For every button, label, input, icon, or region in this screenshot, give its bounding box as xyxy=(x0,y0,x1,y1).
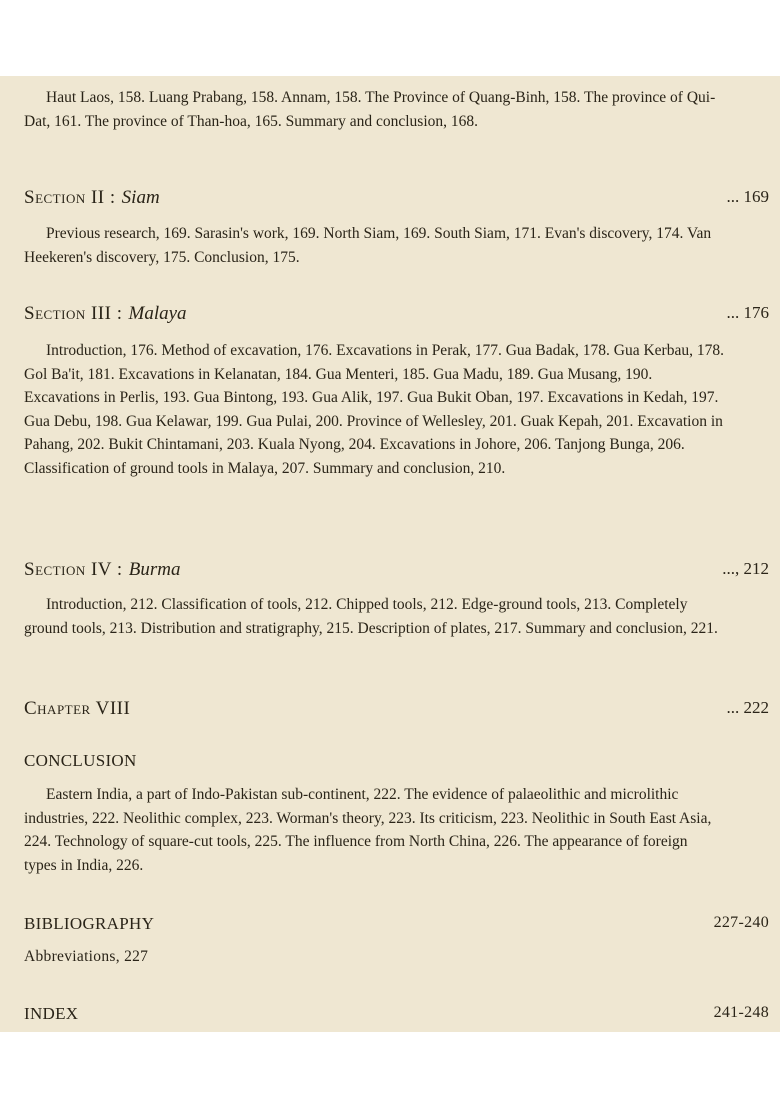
chapter-8-text: Eastern India, a part of Indo-Pakistan sub-continent, 222. The evidence of palaeolithic and microlithic industries, 222. Neolithic complex, 223. Worman's theory, 223. Its criticism, 223. Neolithic in South East Asia, 224. Technology of square-cut tools, 225. The influence from North China, 226. The appearance of foreign types in India, 226. xyxy=(24,786,712,874)
bibliography-heading xyxy=(24,914,769,934)
section-2-page: ... 169 xyxy=(726,187,769,206)
chapter-8-label: Chapter VIII xyxy=(24,698,131,719)
conclusion-subtitle: CONCLUSION xyxy=(24,751,137,770)
intro-paragraph: Haut Laos, 158. Luang Prabang, 158. Annam, 158. The Province of Quang-Binh, 158. The province of Qui-Dat, 161. The province of Than-hoa, 165. Summary and conclusion, 168. xyxy=(24,89,716,130)
bibliography-page: 227-240 xyxy=(713,914,769,931)
book-page xyxy=(0,76,780,1032)
bibliography-label: BIBLIOGRAPHY xyxy=(24,914,155,933)
section-4-page: ..., 212 xyxy=(722,559,769,578)
section-2-heading xyxy=(24,187,769,215)
chapter-8-heading xyxy=(24,698,769,726)
section-4-text: Introduction, 212. Classification of tools, 212. Chipped tools, 212. Edge-ground tools, 213. Completely ground tools, 213. Distribution and stratigraphy, 215. Description of plates, 217. Summary and conclusion, 221. xyxy=(24,596,718,637)
section-2-label: Section II : xyxy=(24,187,116,208)
section-2-text: Previous research, 169. Sarasin's work, 169. North Siam, 169. South Siam, 171. Evan's discovery, 174. Van Heekeren's discovery, 175. Conclusion, 175. xyxy=(24,225,712,266)
section-3-title: Malaya xyxy=(128,303,187,324)
section-4-title: Burma xyxy=(128,559,181,580)
section-3-text: Introduction, 176. Method of excavation, 176. Excavations in Perak, 177. Gua Badak, 178. Gua Kerbau, 178. Gol Ba'it, 181. Excavations in Kelanatan, 184. Gua Menteri, 185. Gua Madu, 189. Gua Musang, 190. Excavations in Perlis, 193. Gua Bintong, 193. Gua Alik, 197. Gua Bukit Oban, 197. Excavations in Kedah, 197. Gua Debu, 198. Gua Kelawar, 199. Gua Pulai, 200. Province of Wellesley, 201. Guak Kepah, 201. Excavation in Pahang, 202. Bukit Chintamani, 203. Kuala Nyong, 204. Excavations in Johore, 206. Tanjong Bunga, 206. Classification of ground tools in Malaya, 207. Summary and conclusion, 210. xyxy=(24,342,724,477)
chapter-8-page: ... 222 xyxy=(726,698,769,717)
section-2-title: Siam xyxy=(121,187,160,208)
section-3-heading xyxy=(24,303,769,331)
section-4-heading xyxy=(24,559,769,587)
index-label: INDEX xyxy=(24,1004,79,1023)
section-3-label: Section III : xyxy=(24,303,123,324)
section-3-page: ... 176 xyxy=(726,303,769,322)
index-page: 241-248 xyxy=(713,1004,769,1021)
abbreviations-entry: Abbreviations, 227 xyxy=(24,948,149,965)
section-4-label: Section IV : xyxy=(24,559,123,580)
index-heading xyxy=(24,1004,769,1024)
